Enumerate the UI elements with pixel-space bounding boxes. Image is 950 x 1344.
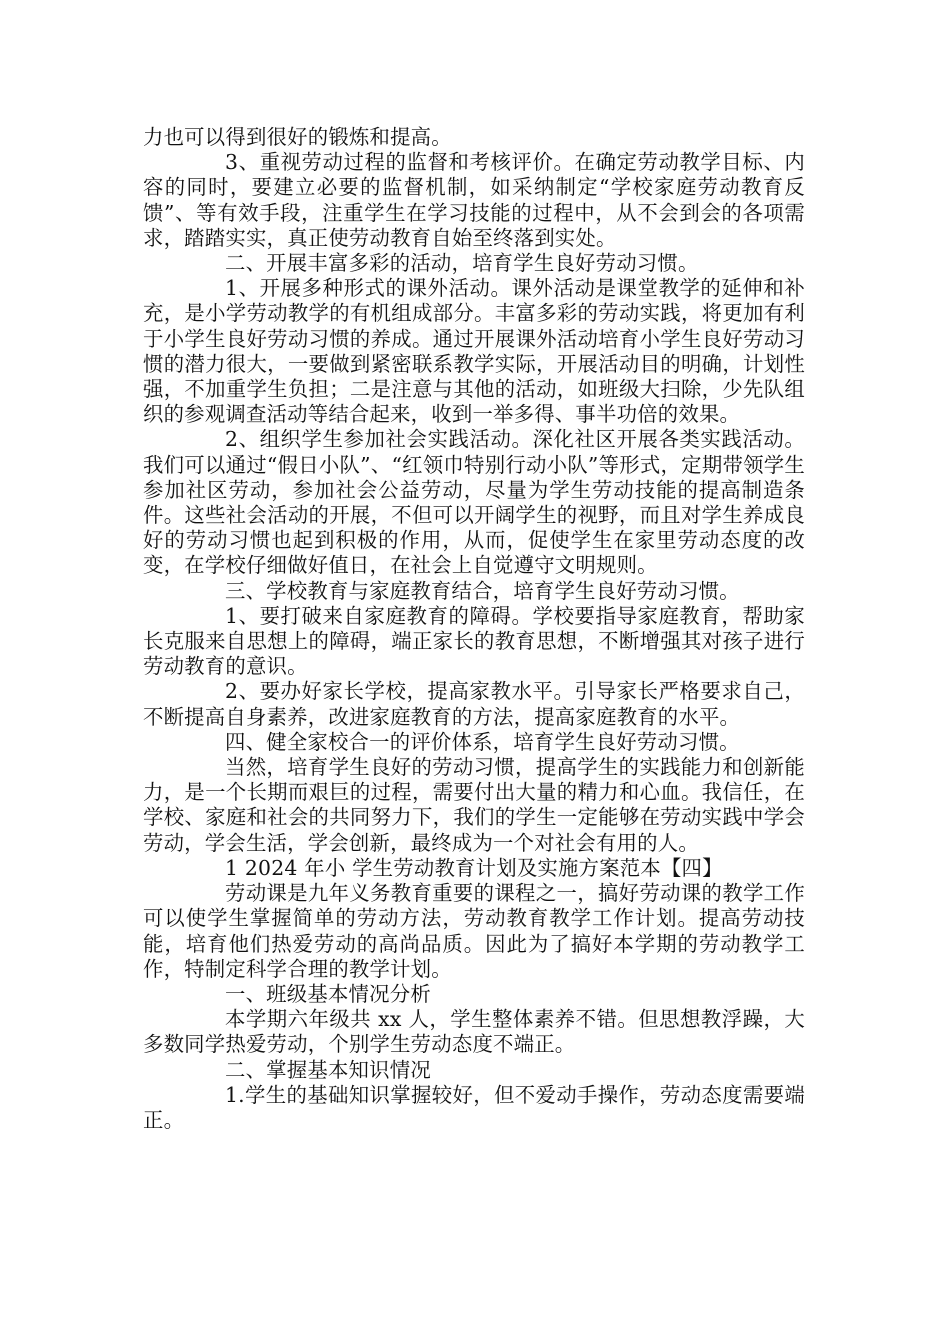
paragraph-extracurricular: 1、开展多种形式的课外活动。课外活动是课堂教学的延伸和补充，是小学劳动教学的有机组成部分。丰富多彩的劳动实践，将更加有利于小学生良好劳动习惯的养成。通过开展课外活动培育小学生良好劳动习惯的潜力很大，一要做到紧密联系教学实际，开展活动目的明确，计划性强，不加重学生负担；二是注意与其他的活动，如班级大扫除，少先队组织的参观调查活动等结合起来，收到一举多得、事半功倍的效果。 <box>143 276 805 427</box>
section-heading-3: 三、学校教育与家庭教育结合，培育学生良好劳动习惯。 <box>225 578 740 603</box>
paragraph-parent-school: 2、要办好家长学校，提高家教水平。引导家长严格要求自己，不断提高自身素养，改进家庭教育的方法，提高家庭教育的水平。 <box>143 679 805 729</box>
section-heading-knowledge: 二、掌握基本知识情况 <box>225 1057 431 1082</box>
paragraph-knowledge: 1.学生的基础知识掌握较好，但不爱动手操作，劳动态度需要端正。 <box>143 1082 805 1132</box>
section-heading-class-analysis: 一、班级基本情况分析 <box>225 981 431 1006</box>
paragraph-conclusion: 当然，培育学生良好的劳动习惯，提高学生的实践能力和创新能力，是一个长期而艰巨的过程，需要付出大量的精力和心血。我信任，在学校、家庭和社会的共同努力下，我们的学生一定能够在劳动实践中学会劳动，学会生活，学会创新，最终成为一个对社会有用的人。 <box>143 755 805 855</box>
paragraph-supervision: 3、重视劳动过程的监督和考核评价。在确定劳动教学目标、内容的同时，要建立必要的监督机制，如采纳制定“学校家庭劳动教育反馈”、等有效手段，注重学生在学习技能的过程中，从不会到会的各项需求，踏踏实实，真正使劳动教育自始至终落到实处。 <box>143 150 805 250</box>
paragraph-social-practice: 2、组织学生参加社会实践活动。深化社区开展各类实践活动。我们可以通过“假日小队”、“红领巾特别行动小队”等形式，定期带领学生参加社区劳动，参加社会公益劳动，尽量为学生劳动技能的提高制造条件。这些社会活动的开展，不但可以开阔学生的视野，而且对学生养成良好的劳动习惯也起到积极的作用，从而，促使学生在家里劳动态度的改变，在学校仔细做好值日，在社会上自觉遵守文明规则。 <box>143 427 805 578</box>
document-body <box>143 125 805 1133</box>
section-heading-2: 二、开展丰富多彩的活动，培育学生良好劳动习惯。 <box>225 251 699 276</box>
document-title: 1 2024 年小 学生劳动教育计划及实施方案范本【四】 <box>225 855 723 880</box>
paragraph-intro: 劳动课是九年义务教育重要的课程之一，搞好劳动课的教学工作可以使学生掌握简单的劳动方法，劳动教育教学工作计划。提高劳动技能，培育他们热爱劳动的高尚品质。因此为了搞好本学期的劳动教学工作，特制定科学合理的教学计划。 <box>143 881 805 981</box>
section-heading-4: 四、健全家校合一的评价体系，培育学生良好劳动习惯。 <box>225 729 740 754</box>
paragraph-continuation: 力也可以得到很好的锻炼和提高。 <box>143 125 452 149</box>
paragraph-family-obstacles: 1、要打破来自家庭教育的障碍。学校要指导家庭教育，帮助家长克服来自思想上的障碍，端正家长的教育思想，不断增强其对孩子进行劳动教育的意识。 <box>143 603 805 679</box>
paragraph-class-analysis: 本学期六年级共 xx 人，学生整体素养不错。但思想教浮躁，大多数同学热爱劳动，个别学生劳动态度不端正。 <box>143 1007 805 1057</box>
